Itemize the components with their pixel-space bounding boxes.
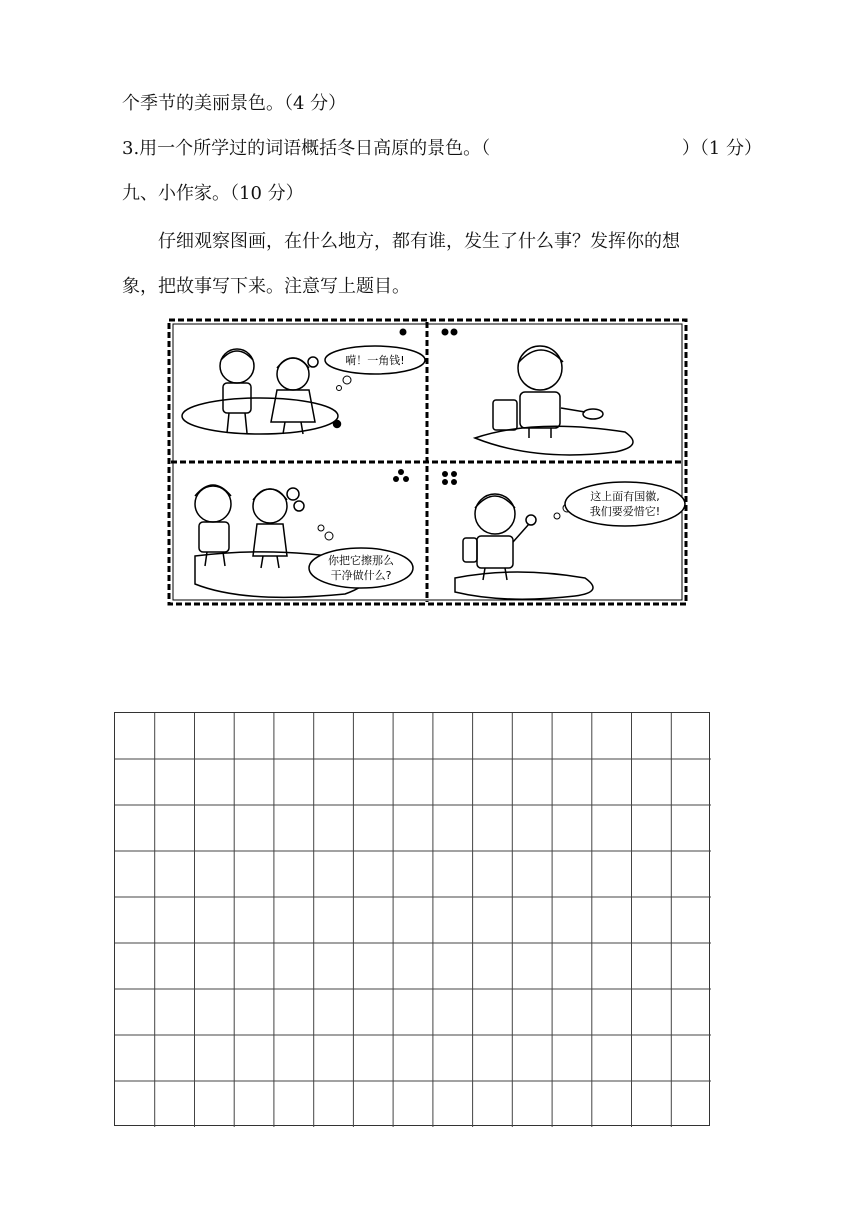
question-3-text: 3.用一个所学过的词语概括冬日高原的景色。（: [122, 138, 491, 159]
bubble-1-text: 嗬！一角钱!: [345, 354, 405, 367]
section-nine-heading: 九、小作家。（10 分）: [122, 183, 304, 204]
panel-3-marker: [393, 469, 409, 482]
question-3: [122, 137, 762, 161]
instruction-line-2: 象，把故事写下来。注意写上题目。: [122, 276, 410, 297]
bubble-3-text-1: 你把它擦那么: [328, 554, 394, 567]
bubble-3-text-2: 干净做什么?: [330, 569, 392, 582]
writing-grid[interactable]: [114, 712, 710, 1126]
comic-strip: [165, 316, 690, 608]
bubble-4-text-1: 这上面有国徽,: [590, 490, 660, 503]
panel-2-boy: [475, 346, 633, 455]
bubble-1: [325, 346, 425, 391]
panel-1-children: [182, 349, 341, 434]
panel-4-marker: [442, 471, 457, 485]
panel-1-marker: [400, 329, 407, 336]
panel-2-marker: [442, 329, 458, 336]
bubble-3: [309, 525, 413, 588]
question-3-score: ）（1 分）: [681, 138, 762, 159]
question-line-1: 个季节的美丽景色。（4 分）: [122, 93, 347, 114]
instruction-line-1: 仔细观察图画，在什么地方，都有谁，发生了什么事？发挥你的想: [158, 231, 680, 252]
bubble-4-text-2: 我们要爱惜它!: [589, 505, 661, 518]
bubble-4: [554, 482, 685, 526]
